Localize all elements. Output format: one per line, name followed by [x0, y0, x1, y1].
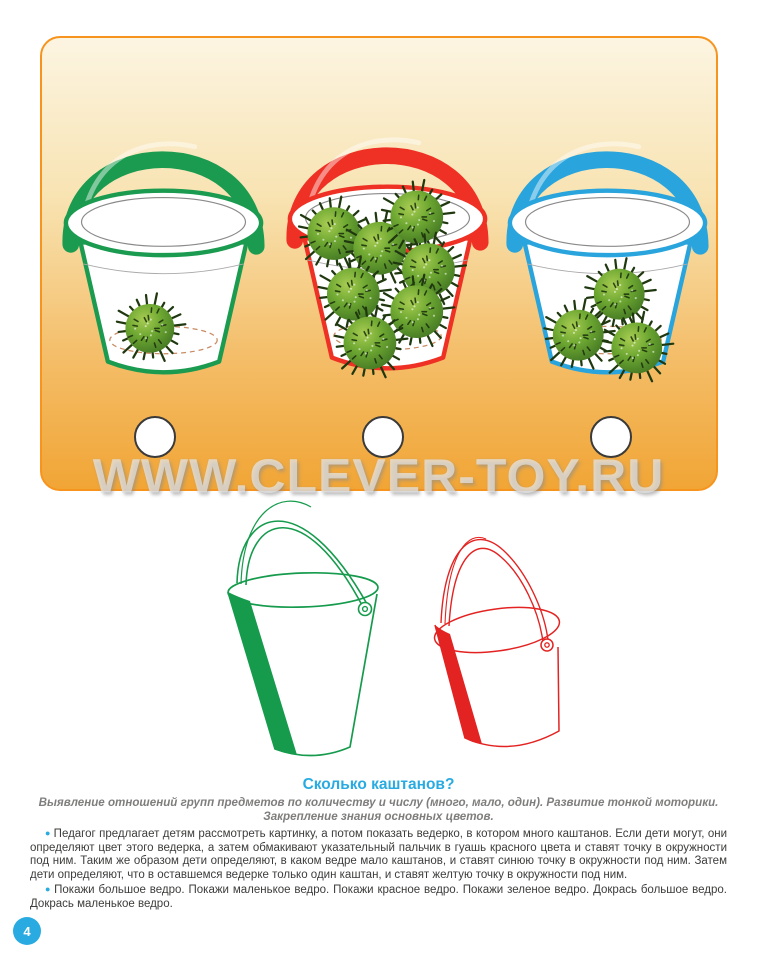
- bullet-icon: ●: [45, 828, 51, 838]
- green-bucket-illustration: [56, 96, 271, 384]
- bullet-icon: ●: [45, 884, 52, 895]
- instructions-block: [30, 828, 727, 914]
- red-bucket-illustration: [280, 92, 495, 380]
- red-painted-stripe: [435, 625, 482, 744]
- activity-card: [40, 36, 718, 491]
- instruction-paragraph-2: [30, 884, 727, 911]
- bucket-body: [81, 242, 247, 372]
- instruction-paragraph-2-text: Покажи большое ведро. Покажи маленькое ведро. Покажи красное ведро. Покажи зеленое ведро. Докрась большое ведро. Докрась маленькое ведро.: [30, 884, 727, 910]
- watermark-text: WWW.CLEVER-TOY.RU: [92, 449, 665, 503]
- lesson-goal-line1: Выявление отношений групп предметов по количеству и числу (много, мало, один). Развитие тонкой моторики.: [38, 796, 719, 809]
- bucket-rim: [66, 191, 261, 255]
- page-number: 4: [23, 923, 31, 939]
- blue-bucket-illustration: [500, 96, 715, 384]
- green-painted-stripe: [228, 592, 297, 755]
- bucket-rim: [510, 191, 705, 255]
- big-green-outline-bucket: [227, 501, 378, 755]
- page-title: Сколько каштанов?: [302, 776, 455, 793]
- small-red-outline-bucket: [432, 537, 563, 746]
- lesson-goal-text: [30, 796, 727, 823]
- page-number-badge: [13, 917, 41, 945]
- instruction-paragraph-1: [30, 828, 727, 882]
- instruction-paragraph-1-text: Педагог предлагает детям рассмотреть картинку, а потом показать ведерко, в котором много каштанов. Если дети могут, они определяют цвет этого ведерка, а затем обмакивают указательный пальчик в гуашь красного цвета и ставят точку в окружности под ним. Таким же образом дети определяют, в каком ведре мало каштанов, и ставят синюю точку в окружности под ним. Затем дети определяют, что в оставшемся ведерке только один каштан, и ставят желтую точку в окружности под ним.: [30, 828, 727, 881]
- lesson-goal-line2: Закрепление знания основных цветов.: [263, 809, 494, 823]
- coloring-buckets-drawing: [210, 496, 590, 768]
